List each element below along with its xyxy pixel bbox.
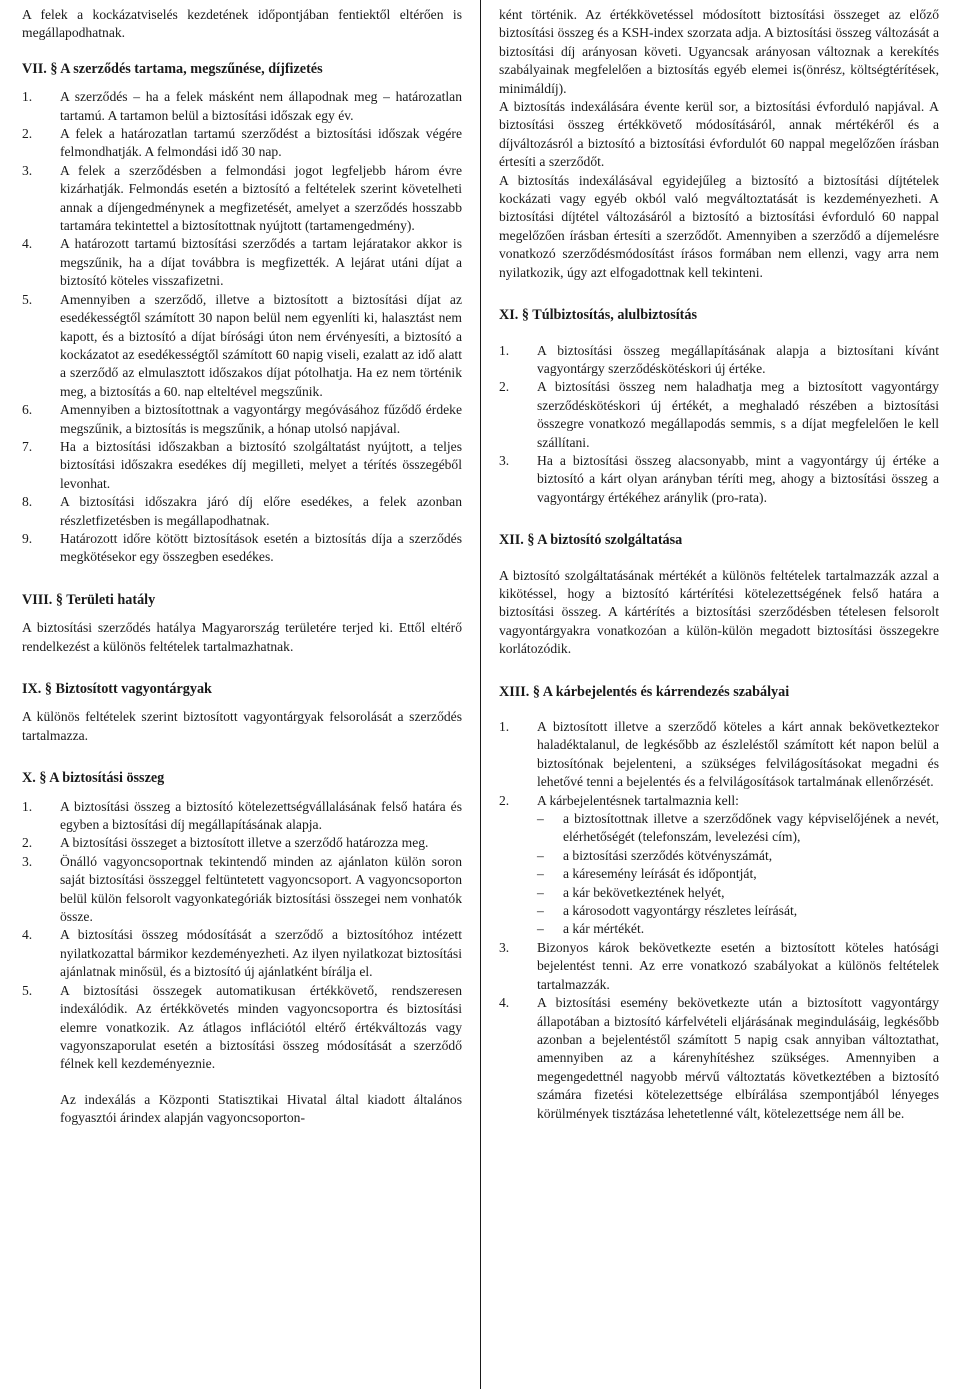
s7-item-2 [22, 125, 462, 162]
item-text: A szerződés – ha a felek másként nem állapodnak meg – határozatlan tartamú. A tartamon belül a biztosítási időszak egy év. [60, 89, 462, 123]
s10-item-1 [22, 798, 462, 835]
item-number: 8. [22, 494, 33, 510]
s13-item-3 [499, 939, 939, 994]
item-text: A biztosítási összeg módosítását a szerződő a biztosítóhoz intézett nyilatkozattal bármikor kezdeményezheti. Az ilyen nyilatkozat biztosítási ajánlatnak minősül, és a biztosító új ajánlatként bírálja el. [60, 927, 462, 980]
bullet-text: a kár bekövetkeztének helyét, [563, 884, 725, 900]
item-number: 4. [22, 927, 33, 943]
s13-item-2 [499, 792, 939, 810]
item-number: 3. [22, 853, 33, 869]
s13-bullet-6 [537, 920, 939, 938]
item-number: 4. [499, 995, 510, 1011]
s10-item-5 [22, 982, 462, 1074]
s11-item-2 [499, 378, 939, 452]
item-number: 2. [22, 835, 33, 851]
dash-marker: – [537, 866, 544, 882]
item-text: A biztosítási összeg a biztosító kötelezettségvállalásának felső határa és egyben a biztosítási díj megállapításának alapja. [60, 798, 462, 833]
s13-bullet-2 [537, 847, 939, 865]
section-12-title: XII. § A biztosító szolgáltatása [499, 532, 683, 549]
section-9-text: A különös feltételek szerint biztosított vagyontárgyak felsorolását a szerződés tartalmazza. [22, 709, 462, 743]
dash-marker: – [537, 921, 544, 937]
item-text: Határozott időre kötött biztosítások esetén a biztosítás díja a szerződés megkötésekor egy összegben esedékes. [60, 530, 462, 565]
item-number: 1. [499, 719, 510, 734]
item-text: A kárbejelentésnek tartalmaznia kell: [537, 792, 739, 808]
item-number: 1. [22, 89, 33, 105]
s7-item-8 [22, 493, 462, 530]
dash-marker: – [537, 847, 544, 863]
intro-paragraph: A felek a kockázatviselés kezdetének időpontjában fentiektől eltérően is megállapodhatnak. [22, 7, 462, 41]
s7-item-9 [22, 530, 462, 567]
s13-item-4 [499, 994, 939, 1123]
item-number: 2. [22, 126, 33, 142]
item-text: A biztosított illetve a szerződő köteles a kárt annak bekövetkeztekor haladéktalanul, de legkésőbb az észleléstől számított két napon belül a biztosítónak bejelenteni, a szükséges felvilágosításokat megadni és lehetővé tenni a bejelentés és a felvilágosítások tartalmának ellenőrzését. [537, 719, 939, 790]
item-number: 2. [499, 379, 510, 395]
column-divider [480, 0, 481, 1389]
section-12-text: A biztosító szolgáltatásának mértékét a különös feltételek tartalmazzák azzal a kikötéssel, hogy a biztosító kártérítési kötelezettségének felső határa a biztosítási összeg. A kártérítés a biztosítási szerződésben tételesen felsorolt vagyontárgyakra vonatkozóan a külön-külön megadott biztosítási összegekre korlátozódik. [499, 567, 939, 657]
item-number: 2. [499, 792, 510, 808]
s7-item-1 [22, 88, 462, 125]
item-text: A biztosítási összeget a biztosított illetve a szerződő határozza meg. [60, 835, 429, 851]
item-number: 5. [22, 291, 33, 307]
section-11-title: XI. § Túlbiztosítás, alulbiztosítás [499, 307, 698, 324]
s7-item-7 [22, 438, 462, 493]
item-text: Ha a biztosítási időszakban a biztosító szolgáltatást nyújtott, a teljes biztosítási időszakra esedékes díj megilleti, melyet a térítés összegéből levonhat. [60, 438, 462, 491]
continuation-text: Az indexálás a Központi Statisztikai Hivatal által kiadott általános fogyasztói árindex alapján vagyoncsoporton- [60, 1091, 462, 1126]
continuation-paragraph-1: ként történik. Az értékkövetéssel módosított biztosítási összeget az előző biztosítási összeg és a KSH-index szorzata adja. A biztosítási összeg változását a biztosítási díj arányosan követi. Ugyancsak arányosan változnak a kerekítés szabályainak megfelelően a biztosítás egyéb elemei is(önrész, költségtérítések, minimáldíj). [499, 7, 939, 96]
s11-item-3 [499, 452, 939, 507]
bullet-text: a kár mértékét. [563, 921, 645, 937]
item-text: A biztosítási összeg megállapításának alapja a biztosítani kívánt vagyontárgy szerződéskötéskori új értéke. [537, 342, 939, 376]
dash-marker: – [537, 811, 544, 827]
bullet-text: a káresemény leírását és időpontját, [563, 866, 757, 882]
bullet-text: a biztosítottnak illetve a szerződőnek vagy képviselőjének a nevét, elérhetőségét (telefonszám, levelezési cím), [563, 811, 939, 845]
item-number: 3. [22, 162, 33, 178]
item-text: A biztosítási időszakra járó díj előre esedékes, a felek azonban részletfizetésben is megállapodhatnak. [60, 494, 462, 528]
section-13-title: XIII. § A kárbejelentés és kárrendezés szabályai [499, 683, 790, 700]
s10-item-2 [22, 834, 462, 852]
item-text: A felek a határozatlan tartamú szerződést a biztosítási időszak végére felmondhatják. A felmondási idő 30 nap. [60, 126, 462, 160]
s13-bullet-4 [537, 884, 939, 902]
item-number: 1. [499, 342, 510, 358]
item-text: A felek a szerződésben a felmondási jogot legfeljebb három évre kizárhatják. Felmondás esetén a biztosító a feltételek szerint követelheti annak a díjengedménynek a megfizetését, amelyet a szerződés hosszabb tartamára tekintettel a biztosítottnak nyújtott (tartamengedmény). [60, 162, 462, 234]
item-number: 4. [22, 236, 33, 252]
item-number: 1. [22, 798, 33, 814]
item-text: Bizonyos károk bekövetkezte esetén a biztosított köteles hatósági bejelentést tenni. Az erre vonatkozó szabályokat a különös feltételek tartalmazzák. [537, 939, 939, 992]
s7-item-4 [22, 235, 462, 290]
s7-item-5 [22, 291, 462, 401]
bullet-text: a károsodott vagyontárgy részletes leírását, [563, 903, 798, 919]
s7-item-3 [22, 162, 462, 236]
item-number: 3. [499, 939, 510, 955]
bullet-text: a biztosítási szerződés kötvényszámát, [563, 847, 773, 863]
continuation-paragraph-3: A biztosítás indexálásával egyidejűleg a biztosító a biztosítási díjtételek kockázati vagy egyéb okból való megváltoztatását is kezdeményezheti. A biztosítási díjtétel változásáról a biztosító a biztosítási évforduló 60 nappal megelőzően írásban értesíti a szerződőt. Amennyiben a szerződő a díjemelésre vonatkozó szerződésmódosítást írásos formában nem ellenzi, vagy arra nem nyilatkozik, úgy azt elfogadottnak kell tekinteni. [499, 172, 939, 280]
item-text: Amennyiben a biztosítottnak a vagyontárgy megóvásához fűződő érdeke megszűnik, a biztosítás is megszűnik, a hónap utolsó napjával. [60, 402, 462, 436]
section-8-text: A biztosítási szerződés hatálya Magyarország területére terjed ki. Ettől eltérő rendelkezést a különös feltételek tartalmazhatnak. [22, 620, 462, 654]
item-number: 6. [22, 402, 33, 418]
right-column [499, 6, 939, 1123]
item-text: A biztosítási összegek automatikusan értékkövető, rendszeresen indexálódik. Az értékkövetés minden vagyoncsoportra és biztosítási elemre vonatkozik. Az átlagos inflációtól eltérő értékváltozás vagy vagyonszaporulat esetén a biztosítási összeg módosítását a szerződő félnek kell kezdeményeznie. [60, 982, 462, 1072]
s10-continuation [22, 1091, 462, 1128]
item-text: A biztosítási összeg nem haladhatja meg a biztosított vagyontárgy szerződéskötéskori új értékét, a meghaladó részében a biztosítási összegre vonatkozó megállapodás semmis, s a díjat megfelelően le kell szállítani. [537, 379, 939, 450]
item-text: A biztosítási esemény bekövetkezte után a biztosított vagyontárgy állapotában a biztosító kárfelvételi eljárásának megindulásáig, legkésőbb azonban a bejelentéstől számított 5 napig csak annyiban változtathat, amennyiben az a kárenyhítéshez szükséges. Amennyiben a megengedettnél nagyobb mérvű változtatás következtében a biztosító számára fizetési kötelezettsége elbírálása szempontjából lényeges körülmények tisztázása lehetetlenné vált, kötelezettsége nem áll be. [537, 995, 939, 1121]
s13-item-1 [499, 718, 939, 792]
dash-marker: – [537, 884, 544, 900]
item-number: 3. [499, 452, 510, 468]
section-8-title: VIII. § Területi hatály [22, 591, 156, 608]
item-text: Ha a biztosítási összeg alacsonyabb, mint a vagyontárgy új értéke a biztosító a kárt olyan arányban téríti meg, ahogy a biztosítási összeg a vagyontárgy értékéhez aránylik (pro-rata). [537, 452, 939, 505]
section-7-title: VII. § A szerződés tartama, megszűnése, díjfizetés [22, 60, 323, 77]
s7-item-6 [22, 401, 462, 438]
section-9-title: IX. § Biztosított vagyontárgyak [22, 681, 212, 697]
item-text: A határozott tartamú biztosítási szerződés a tartam lejáratakor akkor is megszűnik, ha a díjat továbbra is megfizették. A lejárat utáni díjat a biztosító köteles visszafizetni. [60, 236, 462, 289]
item-number: 5. [22, 982, 33, 998]
s13-bullet-5 [537, 902, 939, 920]
dash-marker: – [537, 903, 544, 919]
s13-bullet-3 [537, 865, 939, 883]
s10-item-4 [22, 926, 462, 981]
s13-bullet-1 [537, 810, 939, 847]
continuation-paragraph-2: A biztosítás indexálására évente kerül sor, a biztosítási évforduló napjával. A biztosítási összeg értékkövető módosításáról, annak mértékéről és a díjváltozásról a biztosító a biztosítási évfordulót 60 nappal megelőzően írásban értesíti a szerződőt. [499, 99, 939, 170]
item-text: Önálló vagyoncsoportnak tekintendő minden az ajánlaton külön soron saját biztosítási összeggel feltüntetett vagyoncsoport. A vagyoncsoporton belül külön felsorolt vagyonkategóriák biztosítási összegei nem vonhatók össze. [60, 853, 462, 925]
left-column [22, 6, 462, 1128]
item-number: 9. [22, 530, 33, 546]
s10-item-3 [22, 853, 462, 927]
item-number: 7. [22, 438, 33, 454]
section-10-title: X. § A biztosítási összeg [22, 770, 165, 787]
item-text: Amennyiben a szerződő, illetve a biztosított a biztosítási díjat az esedékességtől számított 30 napon belül nem egyenlíti ki, halasztást nem kapott, és a biztosító a díjat bírósági úton nem érvényesíti, a biztosító a kockázatot az esedékességtől számított 60 napig viseli, ezalatt az idő alatt a szerződő az elmulasztott időszakos díjat pótolhatja. Ha ez nem történik meg, a biztosítás a 60. nap elteltével megszűnik. [60, 291, 462, 399]
s11-item-1 [499, 342, 939, 379]
